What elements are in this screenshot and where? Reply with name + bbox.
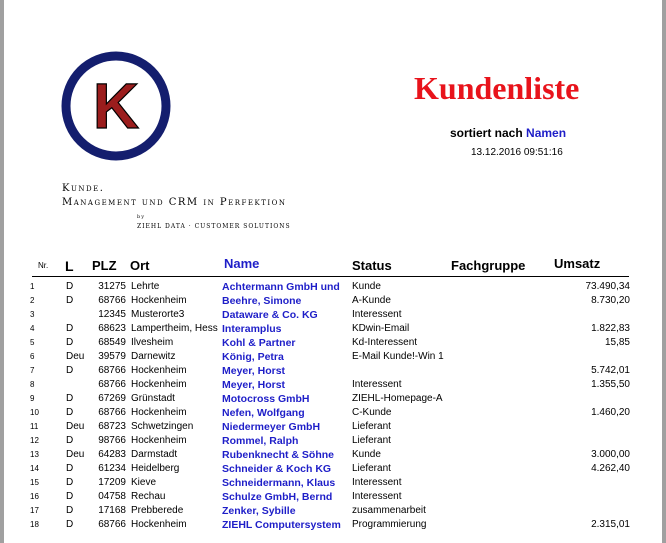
customer-status: Lieferant [352, 435, 391, 446]
row-number: 8 [30, 380, 35, 389]
table-row [4, 308, 662, 322]
row-number: 17 [30, 506, 39, 515]
customer-status: E-Mail Kunde!-Win 1 [352, 351, 444, 362]
customer-status: Interessent [352, 309, 402, 320]
row-number: 13 [30, 450, 39, 459]
column-header-nr: Nr. [38, 261, 49, 270]
city: Hockenheim [131, 519, 187, 530]
customer-name: Rubenknecht & Söhne [222, 449, 335, 461]
city: Lehrte [131, 281, 160, 292]
table-row [4, 476, 662, 490]
table-row [4, 518, 662, 532]
city: Kieve [131, 477, 157, 488]
revenue: 3.000,00 [591, 449, 630, 460]
country-code: D [66, 295, 74, 306]
customer-name: Rommel, Ralph [222, 435, 299, 447]
revenue: 73.490,34 [585, 281, 630, 292]
table-row [4, 434, 662, 448]
customer-status: zusammenarbeit [352, 505, 426, 516]
logo-tagline: Kunde. [62, 183, 105, 194]
country-code: D [66, 435, 74, 446]
city: Prebberede [131, 505, 184, 516]
column-header-status: Status [352, 258, 392, 273]
table-row [4, 420, 662, 434]
country-code: D [66, 491, 74, 502]
revenue: 8.730,20 [591, 295, 630, 306]
customer-name: Niedermeyer GmbH [222, 421, 321, 433]
city: Musterorte3 [131, 309, 185, 320]
customer-name: Schulze GmbH, Bernd [222, 491, 333, 503]
table-row [4, 336, 662, 350]
country-code: D [66, 393, 74, 404]
row-number: 16 [30, 492, 39, 501]
row-number: 9 [30, 394, 35, 403]
city: Lampertheim, Hess [131, 323, 218, 334]
customer-name: König, Petra [222, 351, 284, 363]
postal-code: 68766 [98, 379, 126, 390]
table-row [4, 294, 662, 308]
city: Darnewitz [131, 351, 176, 362]
revenue: 1.355,50 [591, 379, 630, 390]
revenue: 4.262,40 [591, 463, 630, 474]
country-code: D [66, 365, 74, 376]
country-code: D [66, 407, 74, 418]
customer-status: Kd-Interessent [352, 337, 418, 348]
country-code: D [66, 281, 74, 292]
logo-tagline-2: Management und CRM in Perfektion [62, 197, 287, 208]
column-header-plz: PLZ [92, 258, 117, 273]
postal-code: 68766 [98, 519, 126, 530]
row-number: 1 [30, 282, 35, 291]
country-code: D [66, 505, 74, 516]
country-code: D [66, 337, 74, 348]
customer-name: Schneidermann, Klaus [222, 477, 336, 489]
postal-code: 12345 [98, 309, 126, 320]
report-subtitle [450, 126, 566, 140]
row-number: 3 [30, 310, 35, 319]
city: Hockenheim [131, 295, 187, 306]
city: Hockenheim [131, 365, 187, 376]
report-title: Kundenliste [414, 70, 580, 106]
report-date: 13.12.2016 09:51:16 [471, 147, 563, 158]
row-number: 2 [30, 296, 35, 305]
postal-code: 68723 [98, 421, 126, 432]
customer-status: Programmierung [352, 519, 427, 530]
revenue: 1.822,83 [591, 323, 630, 334]
country-code: D [66, 463, 74, 474]
customer-status: KDwin-Email [352, 323, 410, 334]
table-row [4, 364, 662, 378]
customer-name: Schneider & Koch KG [222, 463, 332, 475]
column-header-name: Name [224, 256, 260, 271]
table-row [4, 280, 662, 294]
postal-code: 98766 [98, 435, 126, 446]
customer-status: Interessent [352, 379, 402, 390]
company-logo [60, 50, 172, 162]
customer-status: Lieferant [352, 463, 391, 474]
city: Ilvesheim [131, 337, 174, 348]
country-code: Deu [66, 421, 85, 432]
row-number: 12 [30, 436, 39, 445]
table-row [4, 462, 662, 476]
country-code: Deu [66, 449, 85, 460]
postal-code: 17168 [98, 505, 126, 516]
row-number: 11 [30, 422, 39, 431]
row-number: 6 [30, 352, 35, 361]
postal-code: 68766 [98, 365, 126, 376]
postal-code: 31275 [98, 281, 126, 292]
row-number: 4 [30, 324, 35, 333]
city: Hockenheim [131, 435, 187, 446]
customer-status: Interessent [352, 477, 402, 488]
customer-name: Motocross GmbH [222, 393, 310, 405]
postal-code: 04758 [98, 491, 126, 502]
country-code: D [66, 519, 74, 530]
customer-name: Meyer, Horst [222, 379, 286, 391]
postal-code: 68549 [98, 337, 126, 348]
country-code: Deu [66, 351, 85, 362]
subtitle-sort-field: Namen [526, 126, 567, 140]
header-divider [32, 276, 629, 277]
postal-code: 17209 [98, 477, 126, 488]
city: Hockenheim [131, 379, 187, 390]
row-number: 7 [30, 366, 35, 375]
customer-status: Interessent [352, 491, 402, 502]
postal-code: 68623 [98, 323, 126, 334]
postal-code: 39579 [98, 351, 126, 362]
postal-code: 67269 [98, 393, 126, 404]
table-row [4, 490, 662, 504]
table-row [4, 392, 662, 406]
customer-name: Dataware & Co. KG [222, 309, 318, 321]
city: Darmstadt [131, 449, 178, 460]
customer-name: Interamplus [222, 323, 282, 335]
customer-name: Meyer, Horst [222, 365, 286, 377]
logo-by: by [137, 214, 146, 220]
city: Heidelberg [131, 463, 180, 474]
column-header-l: L [65, 258, 74, 274]
country-code: D [66, 323, 74, 334]
table-row [4, 350, 662, 364]
logo-letter: K [92, 70, 140, 142]
subtitle-prefix: sortiert nach [450, 126, 523, 140]
city: Hockenheim [131, 407, 187, 418]
table-row [4, 504, 662, 518]
customer-status: ZIEHL-Homepage-A [352, 393, 443, 404]
customer-status: Kunde [352, 449, 381, 460]
row-number: 5 [30, 338, 35, 347]
revenue: 1.460,20 [591, 407, 630, 418]
customer-name: Beehre, Simone [222, 295, 302, 307]
customer-status: Lieferant [352, 421, 391, 432]
postal-code: 68766 [98, 295, 126, 306]
city: Grünstadt [131, 393, 175, 404]
revenue: 2.315,01 [591, 519, 630, 530]
table-row [4, 448, 662, 462]
row-number: 10 [30, 408, 39, 417]
customer-name: Nefen, Wolfgang [222, 407, 305, 419]
revenue: 15,85 [604, 337, 630, 348]
postal-code: 64283 [98, 449, 126, 460]
postal-code: 61234 [98, 463, 126, 474]
report-page [4, 0, 662, 543]
column-header-fachgruppe: Fachgruppe [451, 258, 526, 273]
customer-name: Zenker, Sybille [222, 505, 296, 517]
column-header-ort: Ort [130, 258, 150, 273]
customer-name: Kohl & Partner [222, 337, 296, 349]
customer-status: Kunde [352, 281, 381, 292]
customer-name: Achtermann GmbH und [222, 281, 340, 293]
table-row [4, 378, 662, 392]
table-row [4, 322, 662, 336]
customer-status: C-Kunde [352, 407, 392, 418]
customer-status: A-Kunde [352, 295, 391, 306]
postal-code: 68766 [98, 407, 126, 418]
row-number: 18 [30, 520, 39, 529]
country-code: D [66, 477, 74, 488]
column-header-umsatz: Umsatz [554, 256, 601, 271]
row-number: 15 [30, 478, 39, 487]
customer-name: ZIEHL Computersystem [222, 519, 341, 531]
city: Schwetzingen [131, 421, 194, 432]
logo-company: ZIEHL DATA · CUSTOMER SOLUTIONS [137, 223, 291, 230]
city: Rechau [131, 491, 166, 502]
revenue: 5.742,01 [591, 365, 630, 376]
table-row [4, 406, 662, 420]
row-number: 14 [30, 464, 39, 473]
